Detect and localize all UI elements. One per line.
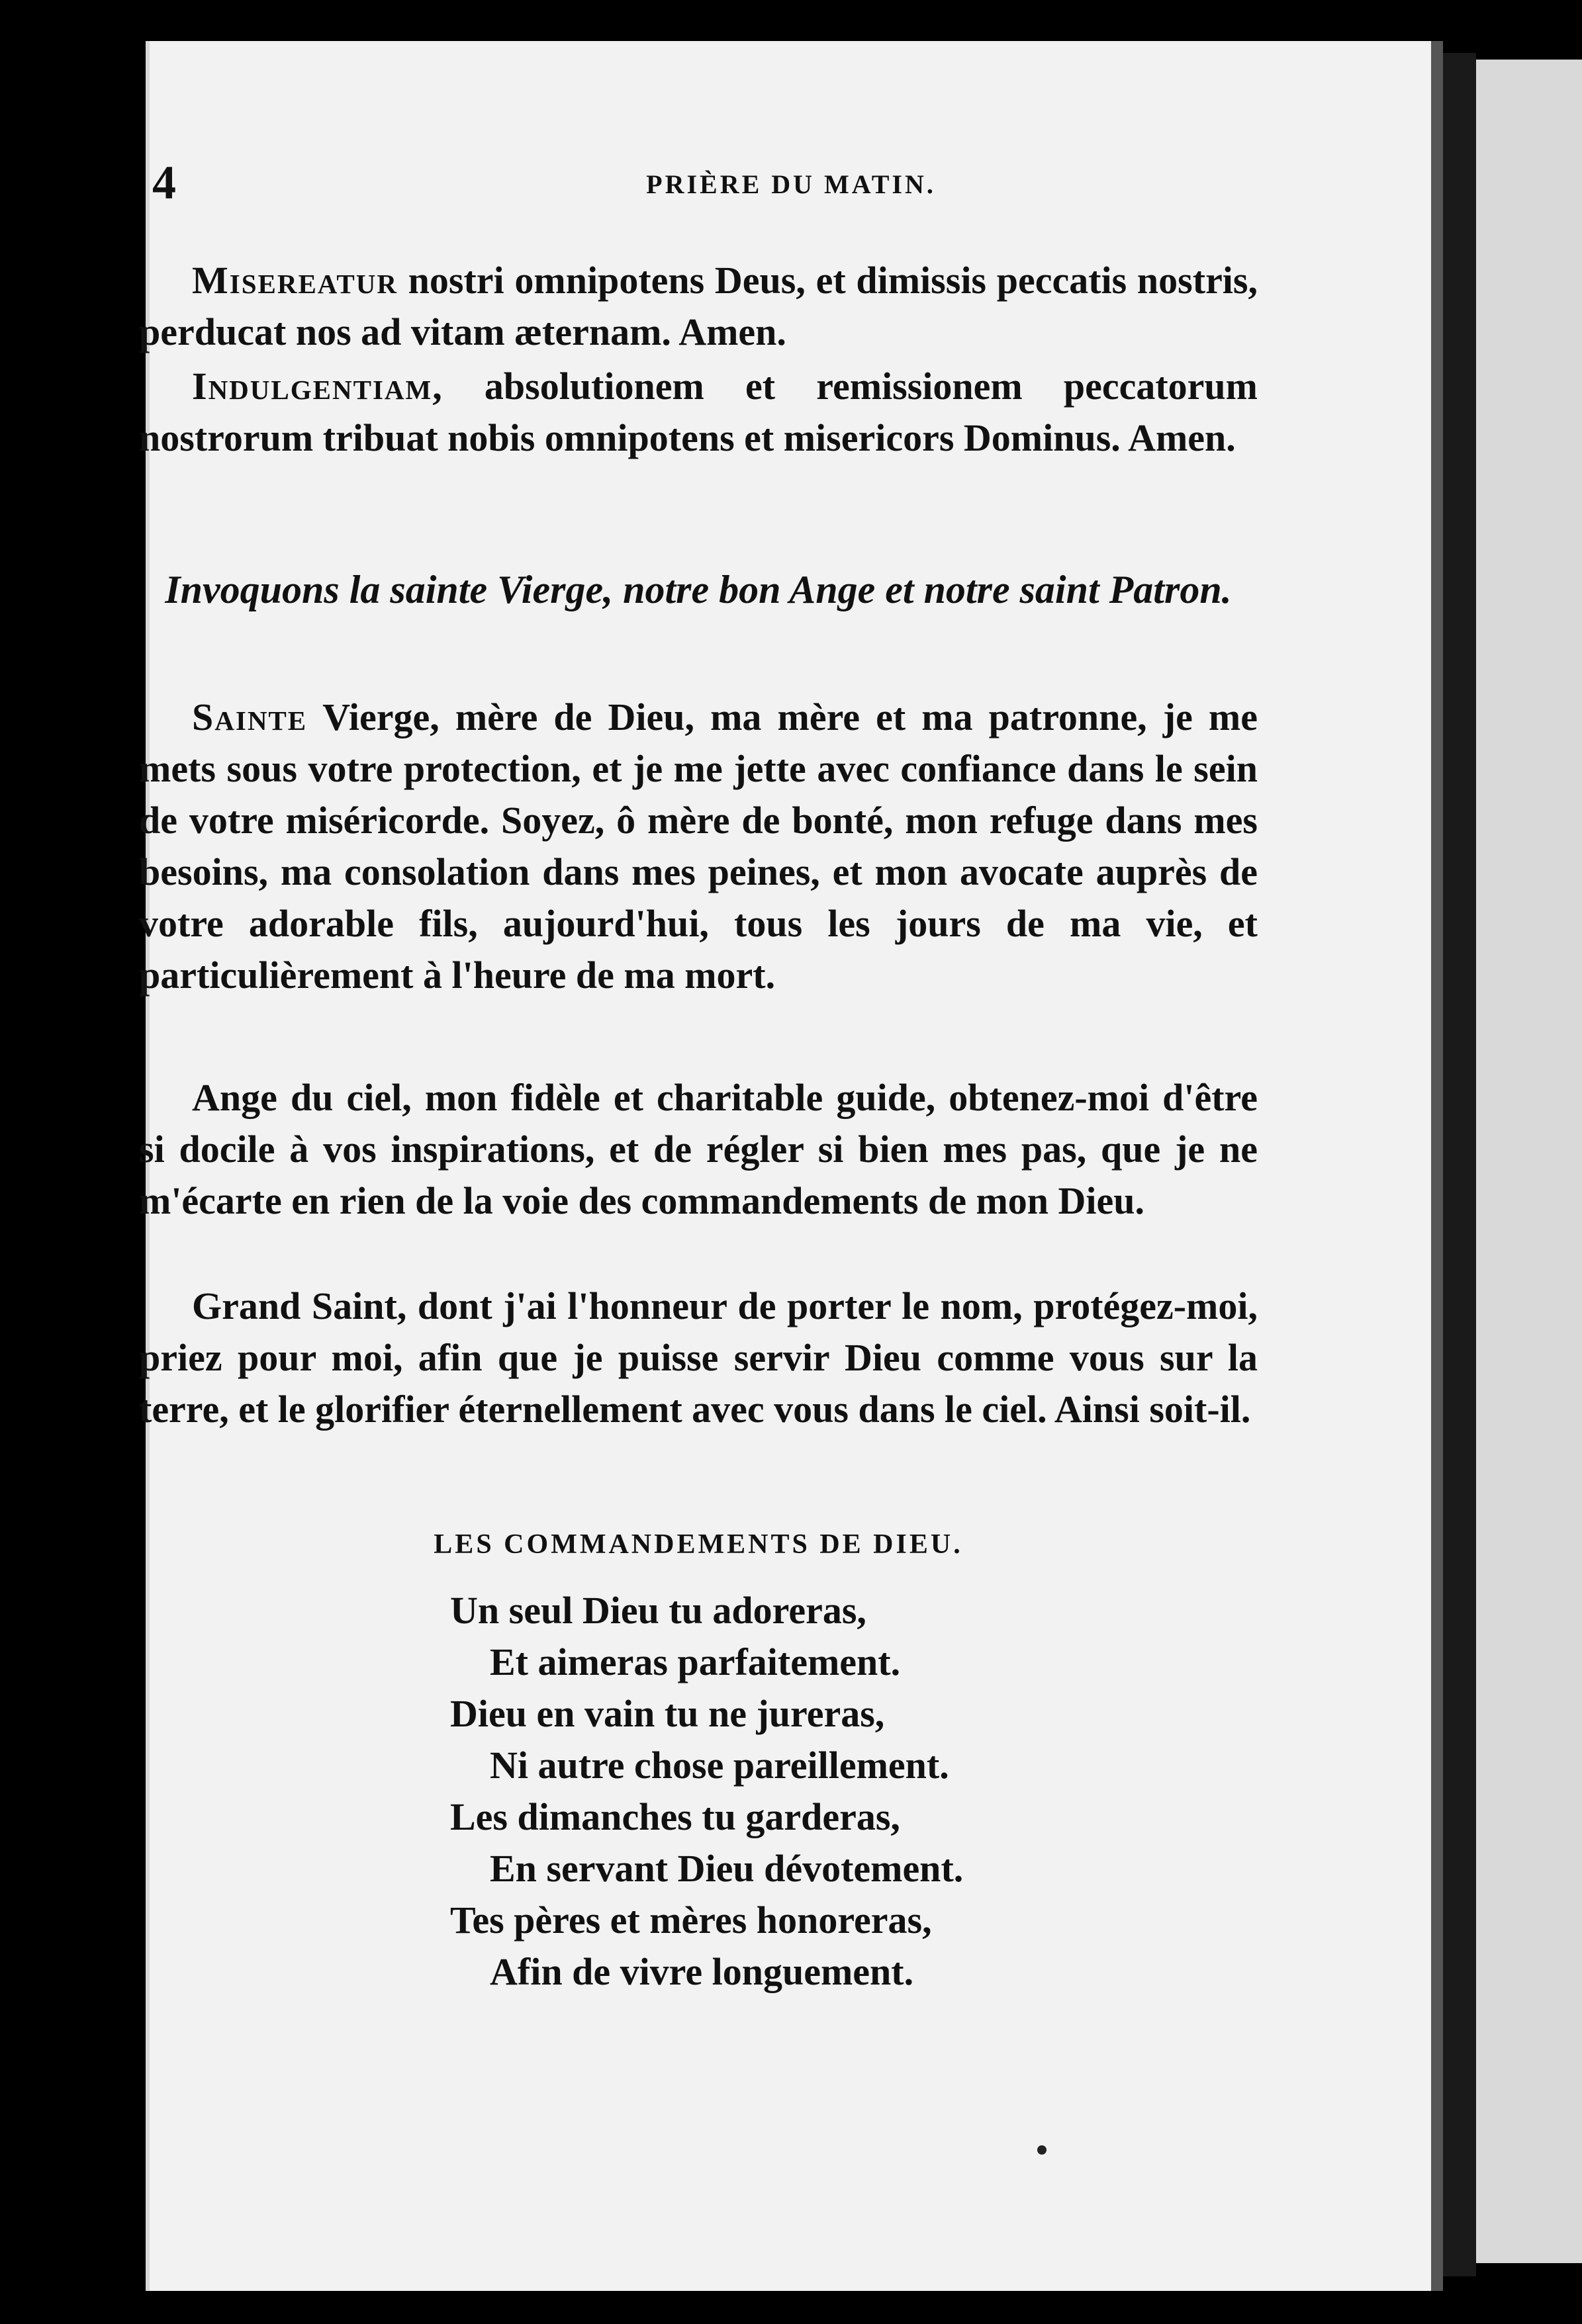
paragraph-indulgentiam <box>139 361 1258 464</box>
paragraph-sainte-vierge <box>139 692 1258 1001</box>
facing-page-edge <box>1476 60 1582 2263</box>
verse-line: Tes pères et mères honoreras, <box>450 1899 932 1942</box>
verse-line: En servant Dieu dévotement. <box>490 1847 964 1890</box>
paragraph-text: nostri omnipotens Deus, et dimissis peccatis nostris, perducat nos ad vitam æternam. Amen. <box>139 259 1258 353</box>
paragraph-text: absolutionem et remissionem peccatorum nostrorum tribuat nobis omnipotens et misericors Dominus. Amen. <box>139 365 1258 459</box>
verse-line: Un seul Dieu tu adoreras, <box>450 1589 866 1632</box>
commandments-title: LES COMMANDEMENTS DE DIEU. <box>434 1529 963 1560</box>
page-shadow <box>1443 53 1476 2276</box>
verse-line: Afin de vivre longuement. <box>490 1950 914 1993</box>
verse-line: Ni autre chose pareillement. <box>490 1744 949 1787</box>
verse-line: Les dimanches tu garderas, <box>450 1795 900 1838</box>
paragraph-grand-saint: Grand Saint, dont j'ai l'honneur de porter le nom, protégez-moi, priez pour moi, afin que je puisse servir Dieu comme vous sur la terre, et le glorifier éternellement avec vous dans le ciel. Ainsi soit-il. <box>139 1284 1258 1431</box>
paragraph-misereatur <box>139 255 1258 358</box>
running-head: PRIÈRE DU MATIN. <box>646 169 936 199</box>
commandments-verses <box>450 1585 1112 1998</box>
paragraph-ange: Ange du ciel, mon fidèle et charitable guide, obtenez-moi d'être si docile à vos inspirations, et de régler si bien mes pas, que je ne m'écarte en rien de la voie des commandements de mon Dieu. <box>139 1076 1258 1222</box>
page-header <box>0 156 1582 208</box>
page-number: 4 <box>152 156 176 209</box>
lead-word: Sainte <box>192 695 308 738</box>
lead-word: Indulgentiam, <box>192 365 443 408</box>
print-dot-mark <box>1037 2145 1047 2155</box>
paragraph-text: Vierge, mère de Dieu, ma mère et ma patronne, je me mets sous votre protection, et je me jette avec confiance dans le sein de votre miséricorde. Soyez, ô mère de bonté, mon refuge dans mes besoins, ma consolation dans mes peines, et mon avocate auprès de votre adorable fils, aujourd'hui, tous les jours de ma vie, et particulièrement à l'heure de ma mort. <box>139 695 1258 997</box>
invocation-heading: Invoquons la sainte Vierge, notre bon Ange et notre saint Patron. <box>165 568 1232 611</box>
verse-line: Et aimeras parfaitement. <box>490 1640 901 1683</box>
verse-line: Dieu en vain tu ne jureras, <box>450 1692 885 1735</box>
lead-word: Misereatur <box>192 259 398 302</box>
